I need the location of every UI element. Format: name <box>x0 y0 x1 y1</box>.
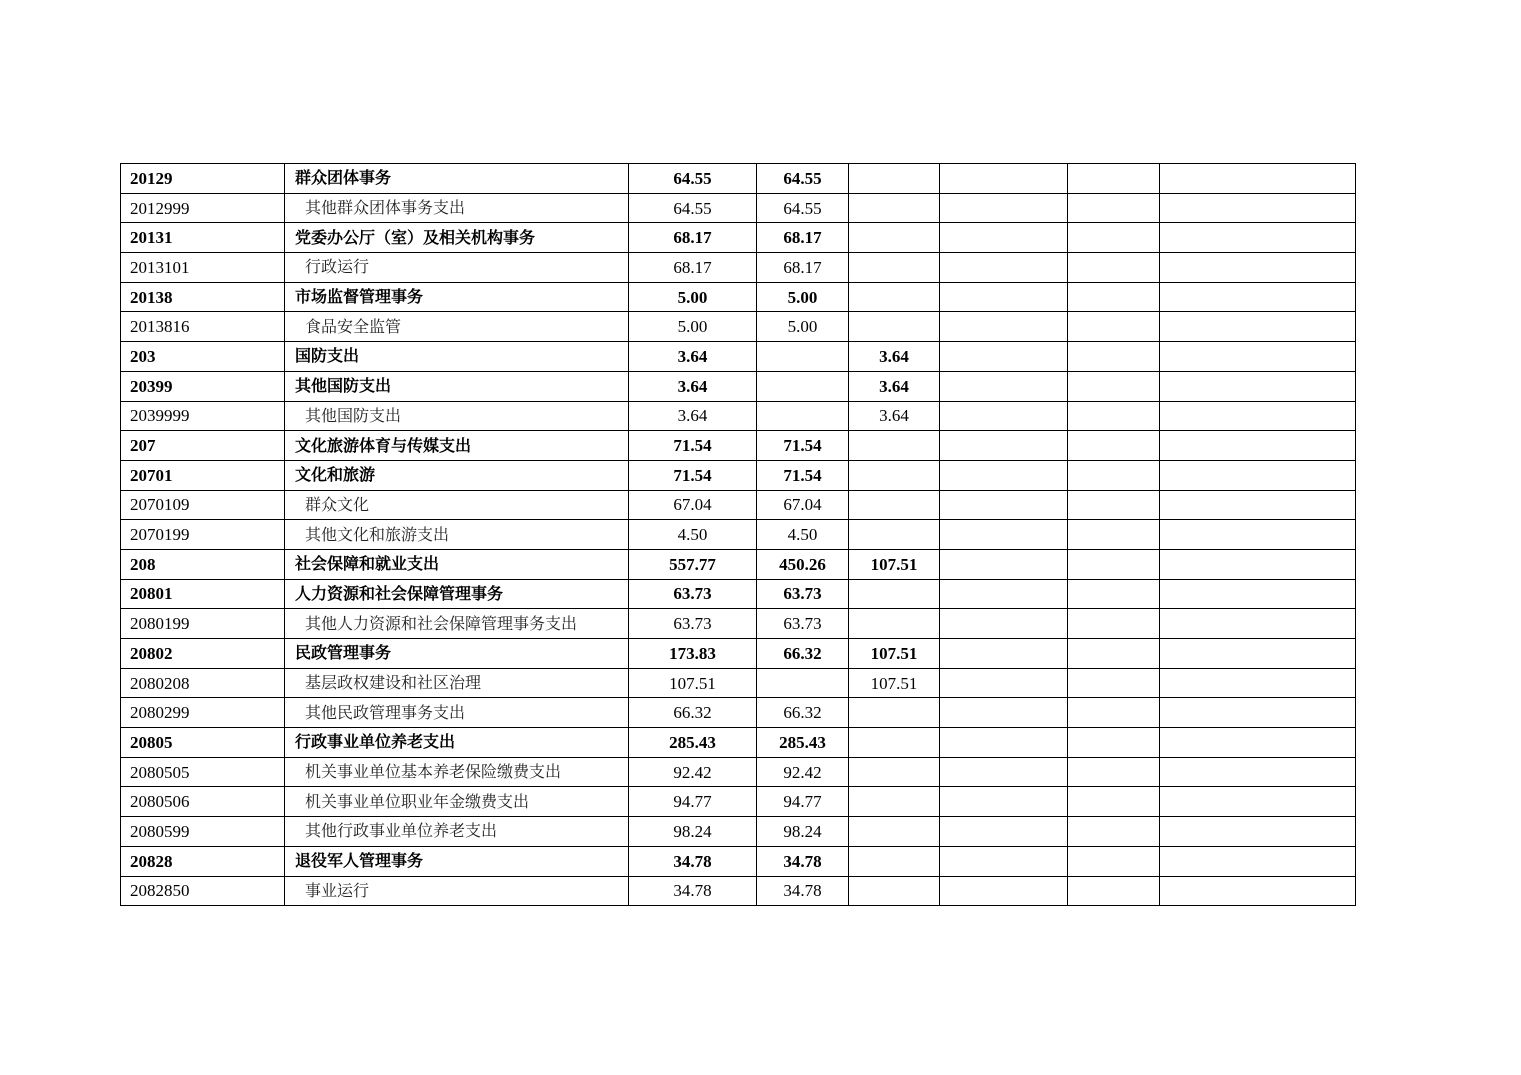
empty-cell <box>940 164 1068 194</box>
empty-cell <box>940 520 1068 550</box>
empty-cell <box>1068 609 1160 639</box>
empty-cell <box>940 431 1068 461</box>
basic-expenditure-cell: 71.54 <box>757 431 849 461</box>
basic-expenditure-cell: 66.32 <box>757 698 849 728</box>
empty-cell <box>940 728 1068 758</box>
basic-expenditure-cell: 5.00 <box>757 282 849 312</box>
account-code-cell: 2080506 <box>121 787 285 817</box>
account-name-cell: 基层政权建设和社区治理 <box>285 668 629 698</box>
empty-cell <box>940 846 1068 876</box>
empty-cell <box>1160 460 1356 490</box>
account-name-cell: 其他行政事业单位养老支出 <box>285 817 629 847</box>
empty-cell <box>1160 371 1356 401</box>
project-expenditure-cell <box>849 223 940 253</box>
empty-cell <box>1068 757 1160 787</box>
account-name-cell: 群众文化 <box>285 490 629 520</box>
account-code-cell: 2080208 <box>121 668 285 698</box>
empty-cell <box>1068 371 1160 401</box>
empty-cell <box>1068 549 1160 579</box>
account-code-cell: 2082850 <box>121 876 285 906</box>
empty-cell <box>940 401 1068 431</box>
account-code-cell: 20129 <box>121 164 285 194</box>
empty-cell <box>940 698 1068 728</box>
empty-cell <box>940 193 1068 223</box>
account-code-cell: 20802 <box>121 639 285 669</box>
table-row <box>121 460 1356 490</box>
empty-cell <box>1160 639 1356 669</box>
empty-cell <box>1160 787 1356 817</box>
total-amount-cell: 68.17 <box>629 253 757 283</box>
project-expenditure-cell <box>849 846 940 876</box>
project-expenditure-cell <box>849 698 940 728</box>
total-amount-cell: 3.64 <box>629 401 757 431</box>
account-name-cell: 其他民政管理事务支出 <box>285 698 629 728</box>
account-code-cell: 20399 <box>121 371 285 401</box>
empty-cell <box>1068 728 1160 758</box>
account-code-cell: 20131 <box>121 223 285 253</box>
table-row <box>121 282 1356 312</box>
account-code-cell: 20828 <box>121 846 285 876</box>
project-expenditure-cell <box>849 609 940 639</box>
empty-cell <box>1160 342 1356 372</box>
basic-expenditure-cell: 34.78 <box>757 876 849 906</box>
empty-cell <box>1068 253 1160 283</box>
basic-expenditure-cell: 67.04 <box>757 490 849 520</box>
account-name-cell: 行政事业单位养老支出 <box>285 728 629 758</box>
account-code-cell: 2080199 <box>121 609 285 639</box>
account-name-cell: 事业运行 <box>285 876 629 906</box>
total-amount-cell: 66.32 <box>629 698 757 728</box>
total-amount-cell: 4.50 <box>629 520 757 550</box>
empty-cell <box>940 609 1068 639</box>
basic-expenditure-cell: 34.78 <box>757 846 849 876</box>
account-code-cell: 20805 <box>121 728 285 758</box>
account-code-cell: 208 <box>121 549 285 579</box>
total-amount-cell: 34.78 <box>629 876 757 906</box>
basic-expenditure-cell: 66.32 <box>757 639 849 669</box>
empty-cell <box>940 787 1068 817</box>
empty-cell <box>1160 312 1356 342</box>
total-amount-cell: 5.00 <box>629 312 757 342</box>
table-body <box>121 164 1356 906</box>
project-expenditure-cell <box>849 757 940 787</box>
empty-cell <box>1068 223 1160 253</box>
empty-cell <box>940 223 1068 253</box>
account-name-cell: 其他国防支出 <box>285 401 629 431</box>
empty-cell <box>1068 698 1160 728</box>
account-code-cell: 2013816 <box>121 312 285 342</box>
account-code-cell: 2039999 <box>121 401 285 431</box>
basic-expenditure-cell: 98.24 <box>757 817 849 847</box>
table-row <box>121 164 1356 194</box>
empty-cell <box>1068 282 1160 312</box>
basic-expenditure-cell <box>757 668 849 698</box>
table-row <box>121 342 1356 372</box>
total-amount-cell: 107.51 <box>629 668 757 698</box>
total-amount-cell: 5.00 <box>629 282 757 312</box>
table-row <box>121 876 1356 906</box>
project-expenditure-cell: 3.64 <box>849 401 940 431</box>
empty-cell <box>1068 817 1160 847</box>
empty-cell <box>1068 520 1160 550</box>
table-row <box>121 431 1356 461</box>
empty-cell <box>1068 431 1160 461</box>
project-expenditure-cell <box>849 817 940 847</box>
empty-cell <box>1160 253 1356 283</box>
account-name-cell: 退役军人管理事务 <box>285 846 629 876</box>
empty-cell <box>1160 668 1356 698</box>
table-row <box>121 193 1356 223</box>
account-name-cell: 其他文化和旅游支出 <box>285 520 629 550</box>
account-name-cell: 人力资源和社会保障管理事务 <box>285 579 629 609</box>
table-row <box>121 639 1356 669</box>
empty-cell <box>1160 223 1356 253</box>
basic-expenditure-cell: 63.73 <box>757 609 849 639</box>
empty-cell <box>1068 164 1160 194</box>
total-amount-cell: 63.73 <box>629 579 757 609</box>
empty-cell <box>940 490 1068 520</box>
table-row <box>121 579 1356 609</box>
table-row <box>121 757 1356 787</box>
account-code-cell: 2070199 <box>121 520 285 550</box>
basic-expenditure-cell: 68.17 <box>757 253 849 283</box>
empty-cell <box>1160 728 1356 758</box>
account-name-cell: 其他群众团体事务支出 <box>285 193 629 223</box>
account-name-cell: 市场监督管理事务 <box>285 282 629 312</box>
account-name-cell: 机关事业单位职业年金缴费支出 <box>285 787 629 817</box>
budget-expenditure-table <box>120 163 1356 906</box>
empty-cell <box>1068 579 1160 609</box>
project-expenditure-cell <box>849 193 940 223</box>
table-row <box>121 520 1356 550</box>
account-code-cell: 203 <box>121 342 285 372</box>
table-row <box>121 817 1356 847</box>
account-name-cell: 行政运行 <box>285 253 629 283</box>
total-amount-cell: 63.73 <box>629 609 757 639</box>
account-name-cell: 其他人力资源和社会保障管理事务支出 <box>285 609 629 639</box>
account-name-cell: 机关事业单位基本养老保险缴费支出 <box>285 757 629 787</box>
account-code-cell: 2080505 <box>121 757 285 787</box>
total-amount-cell: 64.55 <box>629 164 757 194</box>
empty-cell <box>1160 164 1356 194</box>
account-code-cell: 20701 <box>121 460 285 490</box>
empty-cell <box>940 817 1068 847</box>
empty-cell <box>1068 639 1160 669</box>
empty-cell <box>1068 460 1160 490</box>
basic-expenditure-cell: 64.55 <box>757 193 849 223</box>
table-row <box>121 787 1356 817</box>
total-amount-cell: 68.17 <box>629 223 757 253</box>
basic-expenditure-cell: 450.26 <box>757 549 849 579</box>
total-amount-cell: 98.24 <box>629 817 757 847</box>
account-name-cell: 文化和旅游 <box>285 460 629 490</box>
table-row <box>121 253 1356 283</box>
empty-cell <box>940 312 1068 342</box>
empty-cell <box>1160 579 1356 609</box>
project-expenditure-cell <box>849 728 940 758</box>
account-code-cell: 20801 <box>121 579 285 609</box>
table-row <box>121 401 1356 431</box>
empty-cell <box>940 371 1068 401</box>
account-code-cell: 2013101 <box>121 253 285 283</box>
total-amount-cell: 64.55 <box>629 193 757 223</box>
project-expenditure-cell: 107.51 <box>849 639 940 669</box>
empty-cell <box>1068 193 1160 223</box>
project-expenditure-cell <box>849 312 940 342</box>
empty-cell <box>1160 193 1356 223</box>
account-code-cell: 2070109 <box>121 490 285 520</box>
basic-expenditure-cell: 92.42 <box>757 757 849 787</box>
account-name-cell: 党委办公厅（室）及相关机构事务 <box>285 223 629 253</box>
project-expenditure-cell: 3.64 <box>849 371 940 401</box>
account-name-cell: 社会保障和就业支出 <box>285 549 629 579</box>
account-code-cell: 207 <box>121 431 285 461</box>
total-amount-cell: 67.04 <box>629 490 757 520</box>
basic-expenditure-cell: 4.50 <box>757 520 849 550</box>
empty-cell <box>940 253 1068 283</box>
basic-expenditure-cell: 285.43 <box>757 728 849 758</box>
total-amount-cell: 71.54 <box>629 431 757 461</box>
table-row <box>121 549 1356 579</box>
empty-cell <box>940 460 1068 490</box>
empty-cell <box>1160 876 1356 906</box>
empty-cell <box>1160 846 1356 876</box>
project-expenditure-cell <box>849 253 940 283</box>
basic-expenditure-cell <box>757 342 849 372</box>
account-code-cell: 2080299 <box>121 698 285 728</box>
project-expenditure-cell <box>849 876 940 906</box>
empty-cell <box>940 757 1068 787</box>
empty-cell <box>940 579 1068 609</box>
table-row <box>121 312 1356 342</box>
empty-cell <box>1068 312 1160 342</box>
table-row <box>121 846 1356 876</box>
table-row <box>121 728 1356 758</box>
basic-expenditure-cell: 71.54 <box>757 460 849 490</box>
table-row <box>121 609 1356 639</box>
project-expenditure-cell <box>849 164 940 194</box>
total-amount-cell: 71.54 <box>629 460 757 490</box>
project-expenditure-cell <box>849 520 940 550</box>
total-amount-cell: 173.83 <box>629 639 757 669</box>
empty-cell <box>1068 401 1160 431</box>
empty-cell <box>1068 846 1160 876</box>
empty-cell <box>1068 787 1160 817</box>
empty-cell <box>1068 668 1160 698</box>
table-row <box>121 698 1356 728</box>
empty-cell <box>1160 401 1356 431</box>
account-code-cell: 2080599 <box>121 817 285 847</box>
empty-cell <box>940 549 1068 579</box>
total-amount-cell: 3.64 <box>629 342 757 372</box>
account-name-cell: 国防支出 <box>285 342 629 372</box>
basic-expenditure-cell: 68.17 <box>757 223 849 253</box>
project-expenditure-cell: 3.64 <box>849 342 940 372</box>
project-expenditure-cell: 107.51 <box>849 549 940 579</box>
total-amount-cell: 94.77 <box>629 787 757 817</box>
account-name-cell: 文化旅游体育与传媒支出 <box>285 431 629 461</box>
project-expenditure-cell <box>849 282 940 312</box>
project-expenditure-cell <box>849 431 940 461</box>
account-name-cell: 群众团体事务 <box>285 164 629 194</box>
total-amount-cell: 3.64 <box>629 371 757 401</box>
empty-cell <box>1160 282 1356 312</box>
project-expenditure-cell: 107.51 <box>849 668 940 698</box>
basic-expenditure-cell: 63.73 <box>757 579 849 609</box>
project-expenditure-cell <box>849 579 940 609</box>
account-name-cell: 民政管理事务 <box>285 639 629 669</box>
project-expenditure-cell <box>849 787 940 817</box>
empty-cell <box>1160 490 1356 520</box>
basic-expenditure-cell: 5.00 <box>757 312 849 342</box>
empty-cell <box>1160 757 1356 787</box>
empty-cell <box>1068 490 1160 520</box>
total-amount-cell: 92.42 <box>629 757 757 787</box>
account-name-cell: 其他国防支出 <box>285 371 629 401</box>
empty-cell <box>1160 520 1356 550</box>
empty-cell <box>940 342 1068 372</box>
empty-cell <box>1160 549 1356 579</box>
project-expenditure-cell <box>849 490 940 520</box>
empty-cell <box>1068 342 1160 372</box>
project-expenditure-cell <box>849 460 940 490</box>
empty-cell <box>940 876 1068 906</box>
basic-expenditure-cell: 64.55 <box>757 164 849 194</box>
total-amount-cell: 285.43 <box>629 728 757 758</box>
empty-cell <box>1160 431 1356 461</box>
account-code-cell: 20138 <box>121 282 285 312</box>
table-row <box>121 668 1356 698</box>
empty-cell <box>1160 817 1356 847</box>
empty-cell <box>1068 876 1160 906</box>
table-row <box>121 490 1356 520</box>
total-amount-cell: 557.77 <box>629 549 757 579</box>
basic-expenditure-cell <box>757 371 849 401</box>
total-amount-cell: 34.78 <box>629 846 757 876</box>
empty-cell <box>940 639 1068 669</box>
account-name-cell: 食品安全监管 <box>285 312 629 342</box>
basic-expenditure-cell <box>757 401 849 431</box>
empty-cell <box>940 668 1068 698</box>
empty-cell <box>940 282 1068 312</box>
account-code-cell: 2012999 <box>121 193 285 223</box>
table-row <box>121 371 1356 401</box>
table-row <box>121 223 1356 253</box>
empty-cell <box>1160 698 1356 728</box>
basic-expenditure-cell: 94.77 <box>757 787 849 817</box>
empty-cell <box>1160 609 1356 639</box>
